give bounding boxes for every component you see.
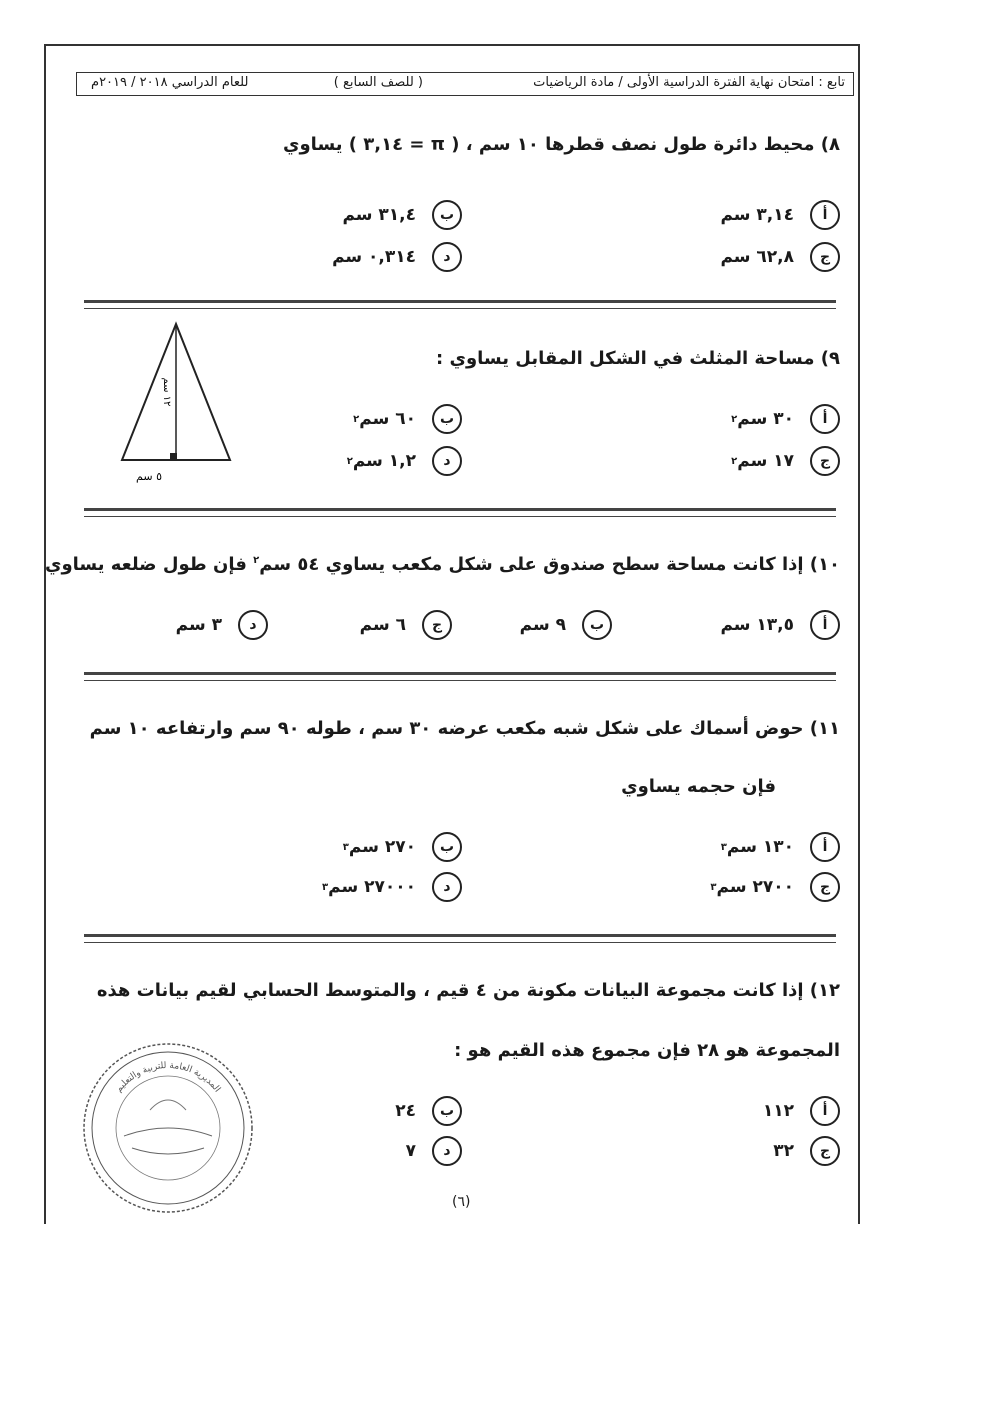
option-value: ٣٢ — [773, 1141, 794, 1161]
stamp-text: المديرية العامة للتربية والتعليم — [114, 1060, 223, 1095]
option-label: ج — [810, 242, 840, 272]
option-exponent: ٢ — [353, 413, 360, 425]
question-12-text-2: المجموعة هو ٢٨ فإن مجموع هذه القيم هو : — [454, 1040, 840, 1061]
triangle-base-label: ٥ سم — [136, 470, 162, 483]
option-value: ١٣٠ سم — [726, 837, 794, 857]
option-value: ١٧ سم — [737, 451, 794, 471]
option-label: ب — [582, 610, 612, 640]
q9-option-b[interactable] — [353, 404, 462, 434]
option-label: ب — [432, 404, 462, 434]
option-label: ب — [432, 200, 462, 230]
option-value: ٠,٣١٤ سم — [332, 247, 416, 267]
option-label: د — [432, 446, 462, 476]
option-label: د — [432, 1136, 462, 1166]
option-exponent: ٣ — [720, 841, 727, 853]
option-exponent: ٣ — [710, 881, 717, 893]
question-11-text: ١١) حوض أسماك على شكل شبه مكعب عرضه ٣٠ سم ، طوله ٩٠ سم وارتفاعه ١٠ سم — [89, 718, 840, 739]
option-label: أ — [810, 404, 840, 434]
option-exponent: ٢ — [346, 455, 353, 467]
header-exam-title: تابع : امتحان نهاية الفترة الدراسية الأولى / مادة الرياضيات — [533, 75, 845, 90]
option-value: ٦٢,٨ سم — [720, 247, 794, 267]
q8-option-c[interactable] — [720, 242, 840, 272]
q9-option-c[interactable] — [731, 446, 840, 476]
option-label: ب — [432, 1096, 462, 1126]
q12-option-a[interactable] — [763, 1096, 840, 1126]
option-label: ب — [432, 832, 462, 862]
q9-option-a[interactable] — [731, 404, 840, 434]
option-label: أ — [810, 1096, 840, 1126]
question-9-text: ٩) مساحة المثلث في الشكل المقابل يساوي : — [436, 348, 840, 369]
option-value: ٣٠ سم — [737, 409, 794, 429]
q12-option-b[interactable] — [395, 1096, 462, 1126]
option-value: ٩ سم — [519, 615, 566, 635]
page-number: (٦) — [452, 1194, 471, 1210]
triangle-figure — [116, 320, 236, 490]
q11-option-a[interactable] — [721, 832, 840, 862]
header-grade: ( للصف السابع ) — [333, 75, 423, 90]
option-value: ٣ سم — [175, 615, 222, 635]
q11-option-b[interactable] — [343, 832, 462, 862]
option-label: أ — [810, 200, 840, 230]
question-10-lead: ١٠) إذا كانت مساحة سطح صندوق على شكل مكعب يساوي ٥٤ سم — [259, 554, 840, 575]
option-exponent: ٣ — [342, 841, 349, 853]
option-value: ٢٧٠٠٠ سم — [328, 877, 416, 897]
separator-rule — [84, 672, 836, 681]
option-value: ١,٢ سم — [352, 451, 416, 471]
q11-option-c[interactable] — [710, 872, 840, 902]
option-exponent: ٢ — [731, 455, 738, 467]
option-exponent: ٣ — [322, 881, 329, 893]
separator-rule — [84, 300, 836, 309]
option-value: ٣,١٤ سم — [720, 205, 794, 225]
q12-option-c[interactable] — [773, 1136, 840, 1166]
option-label: د — [432, 242, 462, 272]
option-label: د — [238, 610, 268, 640]
q8-option-d[interactable] — [332, 242, 462, 272]
q10-option-c[interactable] — [360, 610, 452, 640]
q8-option-a[interactable] — [720, 200, 840, 230]
option-label: ج — [810, 1136, 840, 1166]
q9-option-d[interactable] — [347, 446, 462, 476]
svg-text:المديرية العامة للتربية والتعل — [114, 1061, 222, 1094]
option-value: ١٣,٥ سم — [720, 615, 794, 635]
question-11-text-2: فإن حجمه يساوي — [621, 776, 776, 797]
question-12-text: ١٢) إذا كانت مجموعة البيانات مكونة من ٤ قيم ، والمتوسط الحسابي لقيم بيانات هذه — [96, 980, 840, 1001]
option-exponent: ٢ — [731, 413, 738, 425]
q10-option-b[interactable] — [520, 610, 612, 640]
q11-option-d[interactable] — [322, 872, 462, 902]
question-10-text — [45, 554, 840, 575]
option-value: ٧ — [405, 1141, 416, 1161]
right-angle-marker — [170, 453, 177, 460]
option-label: د — [432, 872, 462, 902]
option-value: ٢٤ — [395, 1101, 416, 1121]
q12-option-d[interactable] — [406, 1136, 462, 1166]
header-year: للعام الدراسي ٢٠١٨ / ٢٠١٩م — [91, 75, 249, 90]
q10-option-d[interactable] — [176, 610, 268, 640]
question-10-tail: فإن طول ضلعه يساوي — [44, 554, 254, 575]
option-label: أ — [810, 610, 840, 640]
option-label: ج — [422, 610, 452, 640]
option-label: ج — [810, 446, 840, 476]
option-value: ٢٧٠٠ سم — [716, 877, 794, 897]
option-label: أ — [810, 832, 840, 862]
separator-rule — [84, 508, 836, 517]
separator-rule — [84, 934, 836, 943]
question-8-text: ٨) محيط دائرة طول نصف قطرها ١٠ سم ، ( π = ٣,١٤ ) يساوي — [283, 134, 840, 155]
q8-option-b[interactable] — [342, 200, 462, 230]
q10-option-a[interactable] — [720, 610, 840, 640]
option-value: ١١٢ — [762, 1101, 794, 1121]
question-10-exponent: ٢ — [253, 555, 260, 566]
option-value: ٣١,٤ سم — [342, 205, 416, 225]
triangle-height-label: ١٢ سم — [161, 377, 172, 407]
exam-header — [76, 72, 854, 96]
option-label: ج — [810, 872, 840, 902]
option-value: ٦٠ سم — [359, 409, 416, 429]
official-stamp — [80, 1040, 256, 1216]
option-value: ٦ سم — [359, 615, 406, 635]
option-value: ٢٧٠ سم — [348, 837, 416, 857]
